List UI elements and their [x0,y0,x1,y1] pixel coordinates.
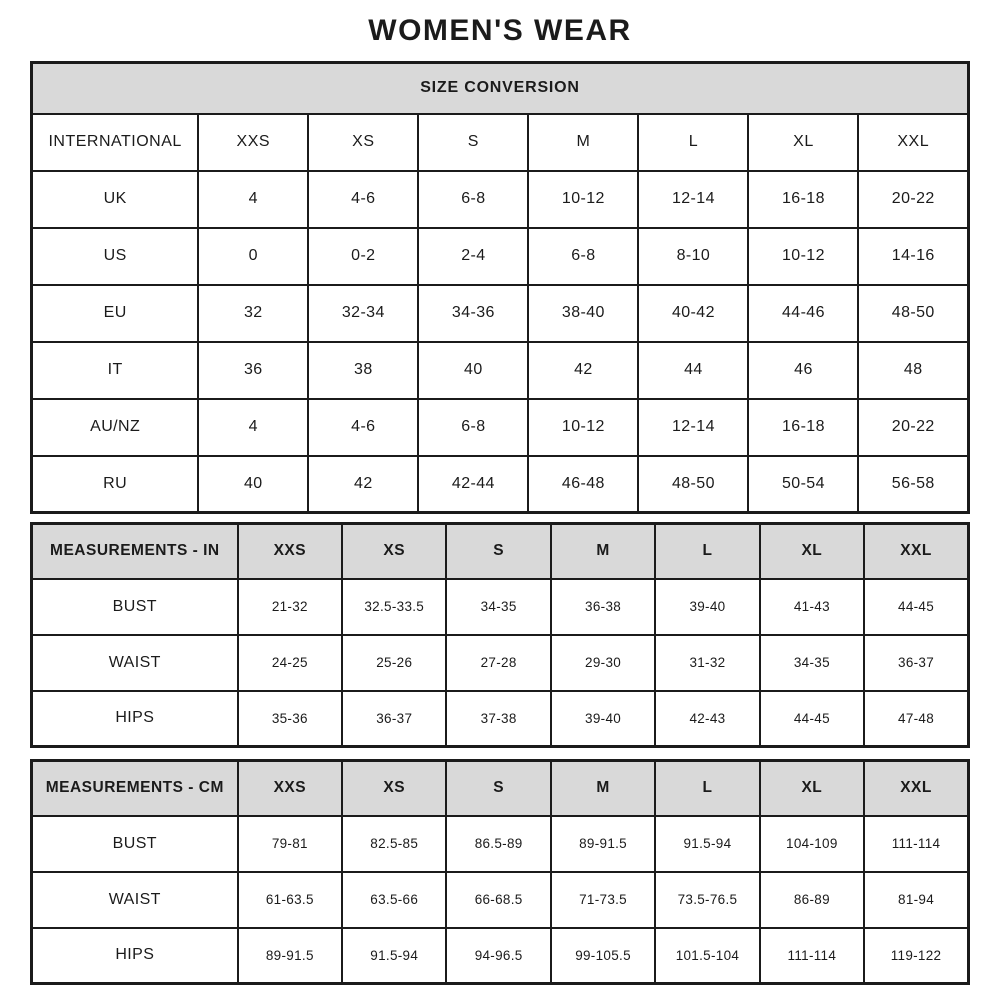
table-row [32,691,969,747]
column-header: L [655,524,759,579]
table-cell: 4 [198,399,308,456]
table-cell: 111-114 [864,816,968,872]
table-cell: 39-40 [655,579,759,635]
table-cell: 44-45 [864,579,968,635]
row-label: US [32,228,199,285]
table-cell: 94-96.5 [446,928,550,984]
table-row [32,228,969,285]
table-row [32,872,969,928]
column-header: XL [760,524,864,579]
column-header: XXL [864,524,968,579]
table-cell: 71-73.5 [551,872,655,928]
table-cell: 2-4 [418,228,528,285]
table-cell: 82.5-85 [342,816,446,872]
column-header: M [551,524,655,579]
table-cell: 32 [198,285,308,342]
table-cell: 0-2 [308,228,418,285]
table-cell: 89-91.5 [238,928,342,984]
table-cell: 42 [308,456,418,513]
table-cell: 40 [418,342,528,399]
table-cell: 46 [748,342,858,399]
table-cell: 40 [198,456,308,513]
page-title: WOMEN'S WEAR [368,14,632,47]
table-cell: 73.5-76.5 [655,872,759,928]
table-title-cell: MEASUREMENTS - CM [32,761,238,816]
column-header: XS [342,524,446,579]
table-cell: 46-48 [528,456,638,513]
table-row [32,456,969,513]
table-cell: 91.5-94 [342,928,446,984]
table-cell: 36-37 [864,635,968,691]
column-header: S [446,761,550,816]
table-row [32,285,969,342]
table-cell: 66-68.5 [446,872,550,928]
table-cell: 4 [198,171,308,228]
table-title-cell: INTERNATIONAL [32,114,199,171]
table-cell: 79-81 [238,816,342,872]
table-cell: 91.5-94 [655,816,759,872]
column-header: XXL [864,761,968,816]
row-label: HIPS [32,928,238,984]
column-header: XL [760,761,864,816]
column-header: XXL [858,114,968,171]
measurements-in-table [30,522,970,748]
table-cell: 101.5-104 [655,928,759,984]
table-cell: 6-8 [418,171,528,228]
table-cell: 24-25 [238,635,342,691]
table-cell: 89-91.5 [551,816,655,872]
table-cell: 16-18 [748,171,858,228]
row-label: AU/NZ [32,399,199,456]
column-header: XXS [198,114,308,171]
table-cell: 37-38 [446,691,550,747]
table-cell: 42-44 [418,456,528,513]
table-row [32,928,969,984]
table-cell: 48 [858,342,968,399]
table-cell: 34-35 [446,579,550,635]
table-cell: 86-89 [760,872,864,928]
table-cell: 10-12 [528,399,638,456]
row-label: BUST [32,579,238,635]
table-row [32,816,969,872]
table-cell: 61-63.5 [238,872,342,928]
table-cell: 99-105.5 [551,928,655,984]
table-cell: 36 [198,342,308,399]
table-row [32,635,969,691]
table-cell: 8-10 [638,228,748,285]
table-cell: 14-16 [858,228,968,285]
table-cell: 48-50 [858,285,968,342]
row-label: WAIST [32,872,238,928]
column-header: L [655,761,759,816]
table-cell: 6-8 [528,228,638,285]
table-cell: 16-18 [748,399,858,456]
column-header: XL [748,114,858,171]
table-cell: 86.5-89 [446,816,550,872]
size-conversion-table [30,61,970,514]
column-header: L [638,114,748,171]
row-label: RU [32,456,199,513]
table-cell: 0 [198,228,308,285]
column-header: XS [342,761,446,816]
table-cell: 21-32 [238,579,342,635]
table-cell: 104-109 [760,816,864,872]
table-cell: 38 [308,342,418,399]
table-cell: 47-48 [864,691,968,747]
column-header: S [418,114,528,171]
table-cell: 36-37 [342,691,446,747]
table-cell: 32.5-33.5 [342,579,446,635]
table-cell: 63.5-66 [342,872,446,928]
table-cell: 81-94 [864,872,968,928]
measurements-cm-table [30,759,970,985]
table-cell: 111-114 [760,928,864,984]
table-cell: 48-50 [638,456,748,513]
table-row [32,171,969,228]
table-cell: 4-6 [308,171,418,228]
table-cell: 12-14 [638,399,748,456]
table-cell: 40-42 [638,285,748,342]
row-label: BUST [32,816,238,872]
table-cell: 29-30 [551,635,655,691]
table-cell: 56-58 [858,456,968,513]
table-row [32,399,969,456]
table-cell: 12-14 [638,171,748,228]
table-cell: 38-40 [528,285,638,342]
table-cell: 44-46 [748,285,858,342]
table-cell: 6-8 [418,399,528,456]
table-cell: 10-12 [748,228,858,285]
table-cell: 42 [528,342,638,399]
table-cell: 34-36 [418,285,528,342]
table-cell: 35-36 [238,691,342,747]
row-label: IT [32,342,199,399]
table-cell: 42-43 [655,691,759,747]
row-label: WAIST [32,635,238,691]
table-cell: 41-43 [760,579,864,635]
table-cell: 50-54 [748,456,858,513]
table-cell: 20-22 [858,399,968,456]
table-cell: 31-32 [655,635,759,691]
row-label: EU [32,285,199,342]
table-cell: 39-40 [551,691,655,747]
size-chart-sheet [30,61,970,985]
table-cell: 44 [638,342,748,399]
row-label: HIPS [32,691,238,747]
table-cell: 36-38 [551,579,655,635]
table-cell: 4-6 [308,399,418,456]
table-banner: SIZE CONVERSION [32,63,969,114]
column-header: S [446,524,550,579]
table-cell: 119-122 [864,928,968,984]
row-label: UK [32,171,199,228]
table-cell: 20-22 [858,171,968,228]
table-cell: 25-26 [342,635,446,691]
table-cell: 44-45 [760,691,864,747]
table-cell: 32-34 [308,285,418,342]
table-cell: 10-12 [528,171,638,228]
column-header: M [551,761,655,816]
table-title-cell: MEASUREMENTS - IN [32,524,238,579]
table-row [32,342,969,399]
table-cell: 34-35 [760,635,864,691]
table-cell: 27-28 [446,635,550,691]
column-header: XXS [238,524,342,579]
column-header: XS [308,114,418,171]
table-row [32,579,969,635]
column-header: XXS [238,761,342,816]
column-header: M [528,114,638,171]
